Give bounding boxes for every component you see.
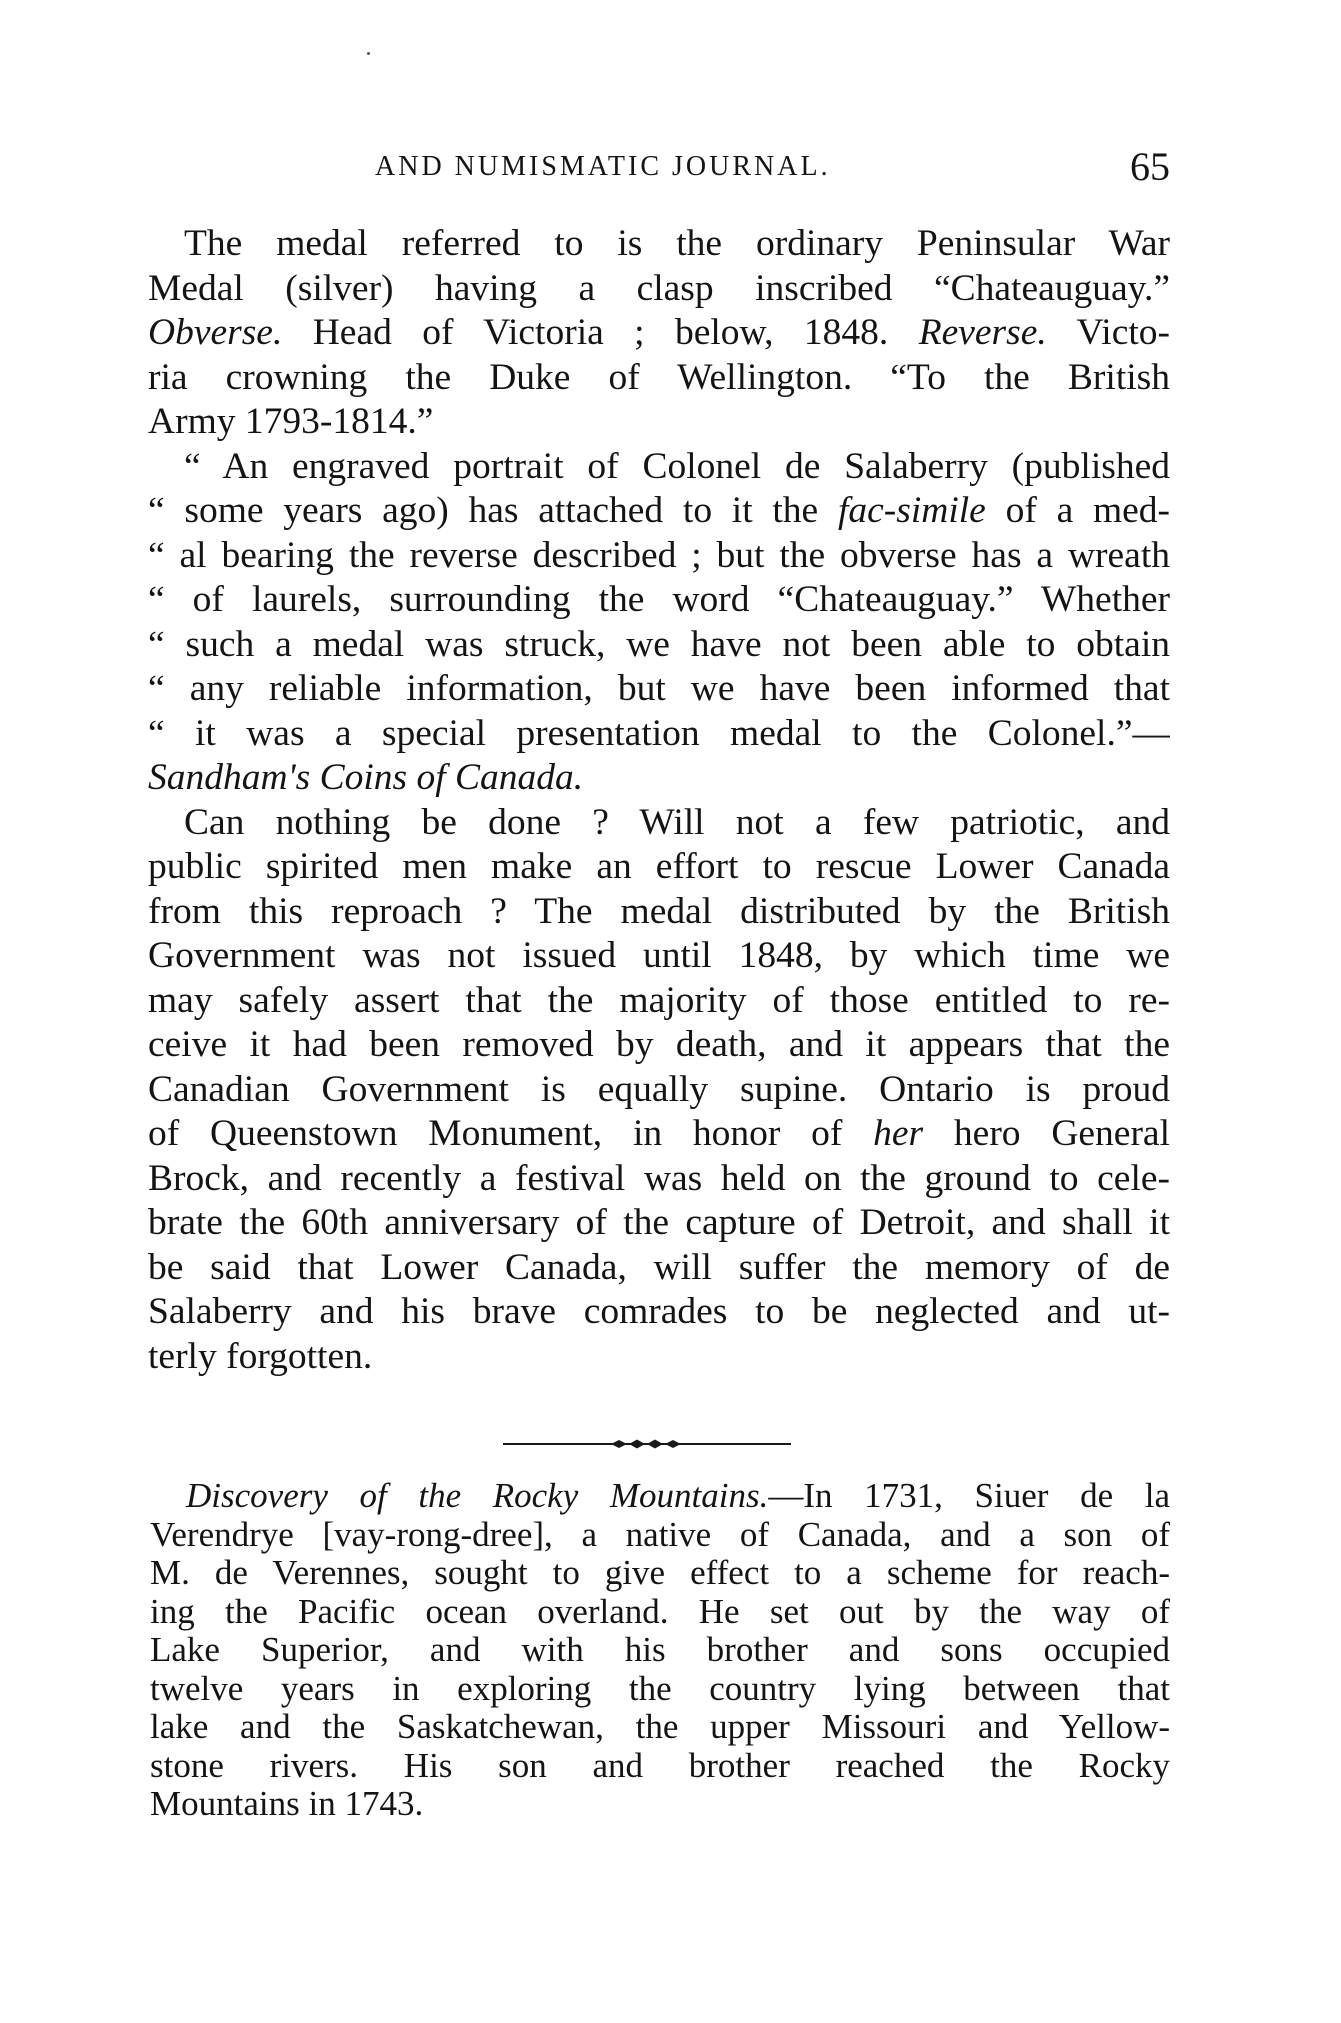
italic-term: her — [873, 1113, 924, 1154]
text-line: Canadian Government is equally supine. Ontario is proud — [148, 1068, 1170, 1110]
text-line: “ any reliable information, but we have been informed that — [148, 668, 1170, 709]
text-line: “ it was a special presentation medal to the Colonel.”— — [148, 712, 1170, 754]
text-line — [148, 311, 1170, 356]
text-span: —In 1731, Siuer de la — [768, 1477, 1170, 1515]
rocky-mountains-note — [150, 1477, 1170, 1824]
page-number: 65 — [1130, 144, 1170, 189]
text-line: brate the 60th anniversary of the capture of Detroit, and shall it — [148, 1202, 1170, 1243]
text-line: Can nothing be done ? Will not a few patriotic, and — [184, 801, 1170, 843]
text-line — [150, 1477, 1170, 1516]
citation: Sandham's Coins of Canada. — [148, 757, 584, 798]
text-line: Brock, and recently a festival was held on the ground to cele- — [148, 1157, 1170, 1199]
text-line: Mountains in 1743. — [150, 1785, 424, 1823]
paragraph-appeal — [148, 801, 1170, 1380]
text-line: lake and the Saskatchewan, the upper Missouri and Yellow- — [150, 1708, 1170, 1746]
text-line: terly forgotten. — [148, 1335, 373, 1377]
text-line: from this reproach ? The medal distributed by the British — [148, 890, 1170, 932]
text-line: “ of laurels, surrounding the word “Chateauguay.” Whether — [148, 579, 1170, 620]
text-line: stone rivers. His son and brother reached the Rocky — [150, 1746, 1170, 1785]
text-line: Verendrye [vay-rong-dree], a native of Canada, and a son of — [150, 1515, 1170, 1554]
italic-heading: Discovery of the Rocky Mountains. — [186, 1477, 769, 1515]
text-line — [148, 489, 1170, 534]
text-span: Victo- — [1046, 312, 1170, 353]
text-line — [148, 1112, 1170, 1157]
text-line: The medal referred to is the ordinary Peninsular War — [184, 223, 1170, 264]
text-line: “ such a medal was struck, we have not been able to obtain — [148, 623, 1170, 665]
text-line: “ An engraved portrait of Colonel de Salaberry (published — [184, 445, 1170, 487]
text-span: “ some years ago) has attached to it the — [148, 490, 838, 531]
ink-speck — [367, 52, 370, 55]
text-line: M. de Verennes, sought to give effect to a scheme for reach- — [150, 1554, 1170, 1592]
text-span: hero General — [923, 1113, 1170, 1154]
paragraph-medal-description — [148, 222, 1170, 445]
text-line: Salaberry and his brave comrades to be neglected and ut- — [148, 1291, 1170, 1332]
text-line: Medal (silver) having a clasp inscribed “Chateauguay.” — [148, 267, 1170, 309]
text-line: “ al bearing the reverse described ; but the obverse has a wreath — [148, 534, 1170, 576]
text-line: Army 1793-1814.” — [148, 401, 434, 442]
text-span: Head of Victoria ; below, 1848. — [282, 312, 919, 353]
italic-term: Reverse. — [918, 312, 1047, 353]
italic-term: Obverse. — [148, 312, 283, 353]
text-span: of a med- — [985, 490, 1170, 531]
text-line: ing the Pacific ocean overland. He set out by the way of — [150, 1592, 1170, 1631]
text-line: ceive it had been removed by death, and it appears that the — [148, 1024, 1170, 1065]
article-body — [148, 222, 1170, 1379]
text-line: Lake Superior, and with his brother and sons occupied — [150, 1631, 1170, 1669]
italic-term: fac-simile — [837, 490, 986, 531]
text-line: twelve years in exploring the country lying between that — [150, 1669, 1170, 1708]
text-span: of Queenstown Monument, in honor of — [148, 1113, 874, 1154]
text-line: may safely assert that the majority of those entitled to re- — [148, 979, 1170, 1021]
paragraph-quotation — [148, 445, 1170, 801]
section-separator — [503, 1437, 791, 1451]
text-line: public spirited men make an effort to rescue Lower Canada — [148, 846, 1170, 887]
running-head: AND NUMISMATIC JOURNAL. — [375, 151, 831, 182]
text-line: be said that Lower Canada, will suffer the memory of de — [148, 1246, 1170, 1288]
page-header — [150, 143, 1170, 193]
text-line: ria crowning the Duke of Wellington. “To the British — [148, 356, 1170, 398]
text-line: Government was not issued until 1848, by which time we — [148, 935, 1170, 976]
